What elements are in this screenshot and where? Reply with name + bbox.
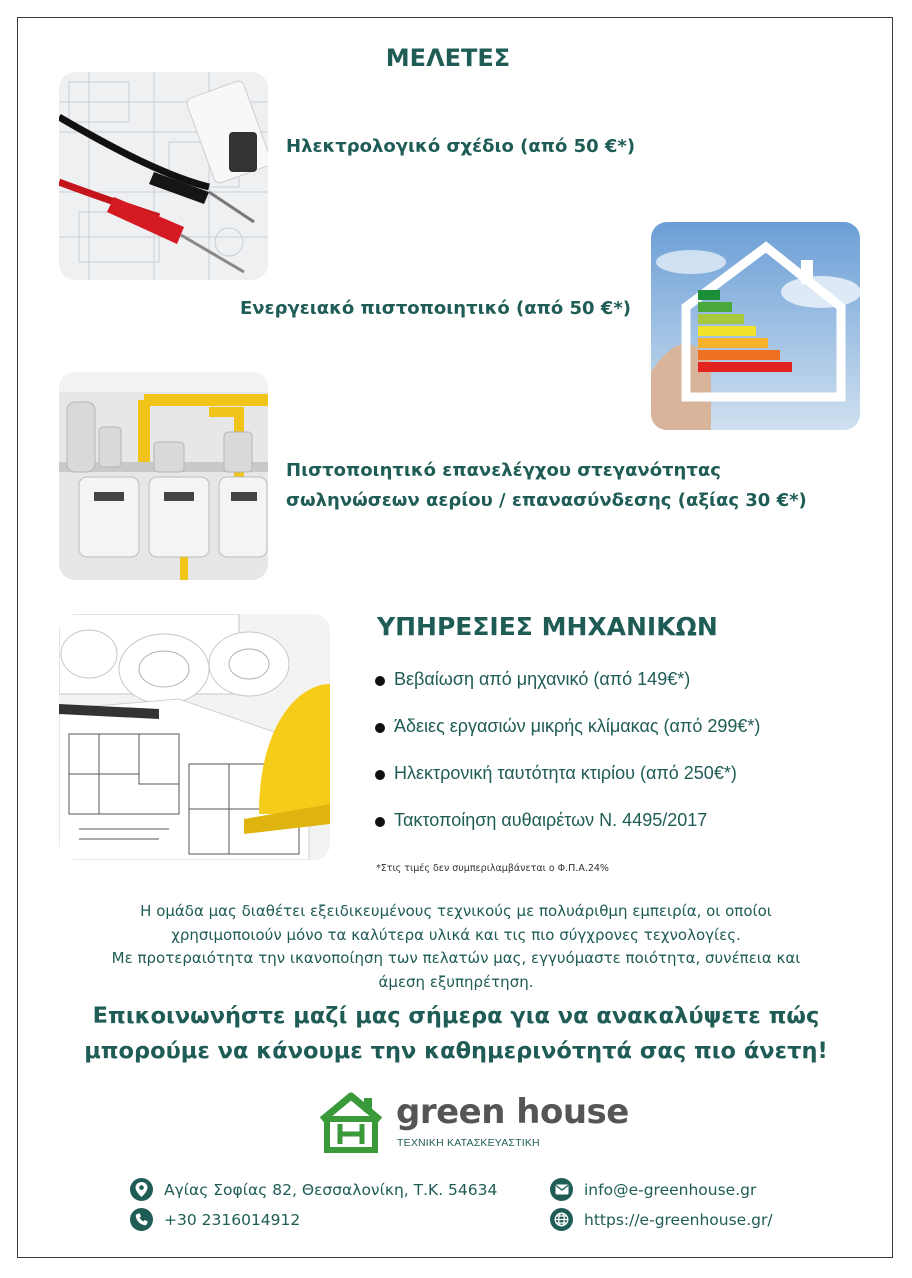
phone-text[interactable]: +30 2316014912 [164, 1210, 301, 1229]
call-to-action [20, 999, 892, 1069]
bullet-icon [375, 676, 385, 686]
bullet-icon [375, 770, 385, 780]
engineering-blueprints-photo [59, 614, 330, 860]
website-link[interactable]: https://e-greenhouse.gr/ [584, 1210, 773, 1229]
about-line: άμεση εξυπηρέτηση. [378, 972, 534, 991]
service-energy-certificate: Ενεργειακό πιστοποιητικό (από 50 €*) [240, 298, 631, 319]
list-item [373, 703, 760, 750]
engineering-title: ΥΠΗΡΕΣΙΕΣ ΜΗΧΑΝΙΚΩΝ [377, 612, 718, 641]
brand-subtitle: ΤΕΧΝΙΚΗ ΚΑΤΑΣΚΕΥΑΣΤΙΚΗ [397, 1137, 540, 1149]
list-item-label: Άδειες εργασιών μικρής κλίμακας (από 299€*) [394, 716, 761, 736]
list-item [373, 656, 760, 703]
brand-name: green house [396, 1092, 629, 1132]
service-gas-certificate [286, 456, 807, 516]
cta-line: μπορούμε να κάνουμε την καθημερινότητά σας πιο άνετη! [84, 1038, 828, 1064]
list-item [373, 750, 760, 797]
green-house-logo-icon [318, 1092, 384, 1154]
gas-meters-photo [59, 372, 268, 580]
energy-certificate-photo [651, 222, 860, 430]
contact-email[interactable] [550, 1178, 756, 1201]
about-paragraph [40, 900, 872, 994]
list-item-label: Ηλεκτρονική ταυτότητα κτιρίου (από 250€*) [394, 763, 737, 783]
list-item-label: Βεβαίωση από μηχανικό (από 149€*) [394, 669, 691, 689]
globe-icon [550, 1208, 573, 1231]
phone-icon [130, 1208, 153, 1231]
list-item [373, 797, 760, 844]
service-electrical-plan: Ηλεκτρολογικό σχέδιο (από 50 €*) [286, 136, 636, 157]
location-pin-icon [130, 1178, 153, 1201]
mail-icon [550, 1178, 573, 1201]
list-item-label: Τακτοποίηση αυθαιρέτων Ν. 4495/2017 [394, 810, 708, 830]
cta-line: Επικοινωνήστε μαζί μας σήμερα για να ανακαλύψετε πώς [92, 1003, 820, 1029]
email-link[interactable]: info@e-greenhouse.gr [584, 1180, 757, 1199]
contact-address [130, 1178, 497, 1201]
engineering-services-list [373, 656, 760, 844]
service-gas-certificate-line1: Πιστοποιητικό επανελέγχου στεγανότητας [286, 460, 721, 481]
about-line: Η ομάδα μας διαθέτει εξειδικευμένους τεχνικούς με πολυάριθμη εμπειρία, οι οποίοι [140, 902, 772, 920]
address-text: Αγίας Σοφίας 82, Θεσσαλονίκη, Τ.Κ. 54634 [164, 1180, 498, 1199]
electrical-plan-photo [59, 72, 268, 280]
bullet-icon [375, 817, 385, 827]
contact-phone[interactable] [130, 1208, 300, 1231]
vat-note: *Στις τιμές δεν συμπεριλαμβάνεται ο Φ.Π.Α.24% [376, 863, 609, 874]
about-line: χρησιμοποιούν μόνο τα καλύτερα υλικά και τις πιο σύγχρονες τεχνολογίες. [171, 925, 741, 944]
studies-title: ΜΕΛΕΤΕΣ [385, 44, 511, 72]
contact-website[interactable] [550, 1208, 773, 1231]
service-gas-certificate-line2: σωληνώσεων αερίου / επανασύνδεσης (αξίας 30 €*) [286, 490, 807, 511]
bullet-icon [375, 723, 385, 733]
about-line: Με προτεραιότητα την ικανοποίηση των πελατών μας, εγγυόμαστε ποιότητα, συνέπεια και [111, 949, 801, 967]
